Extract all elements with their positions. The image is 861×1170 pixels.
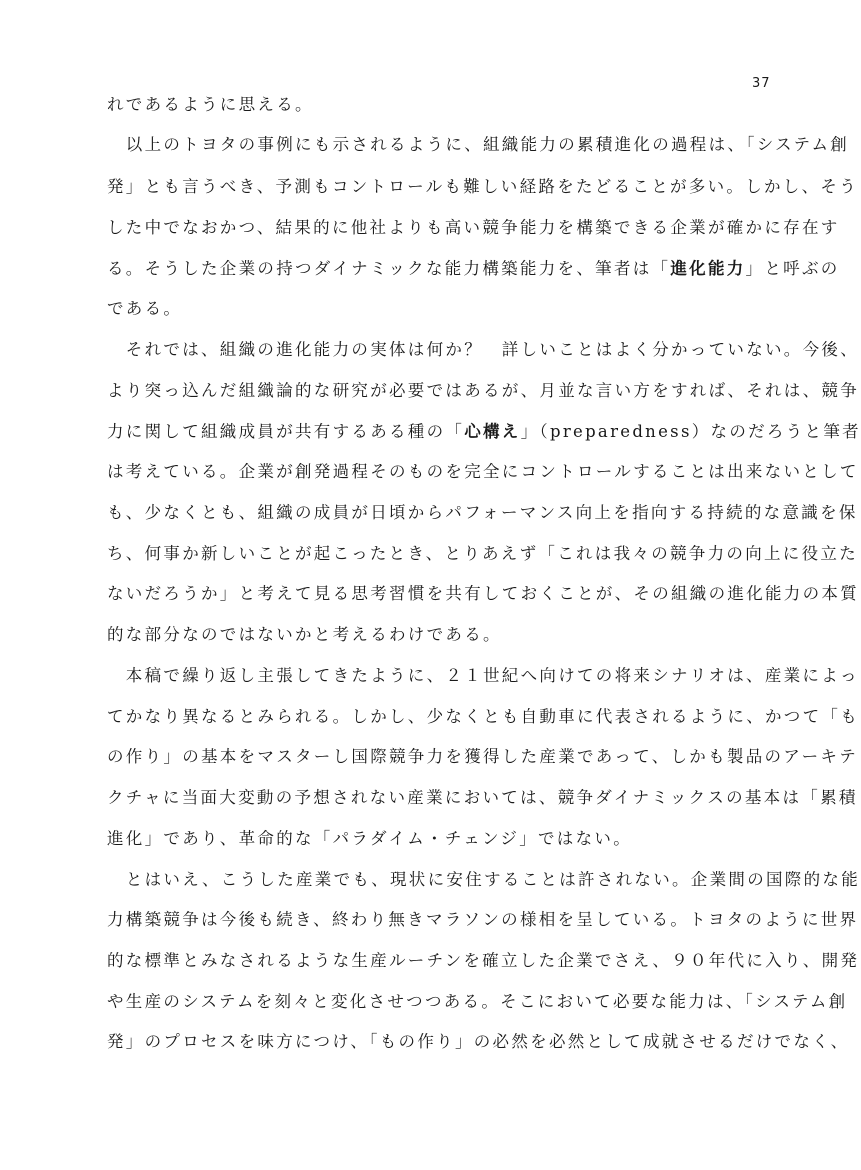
text-line: とはいえ、こうした産業でも、現状に安住することは許されない。企業間の国際的な能 [107, 870, 860, 889]
text-line: 的な標準とみなされるような生産ルーチンを確立した企業でさえ、９０年代に入り、開発 [107, 951, 860, 970]
text-segment: 力に関して組織成員が共有するある種の「 [107, 422, 465, 441]
page-number: 37 [752, 76, 771, 91]
text-line: である。 [107, 299, 183, 318]
text-line [107, 421, 861, 443]
text-line: 力構築競争は今後も続き、終わり無きマラソンの様相を呈している。トヨタのように世界 [107, 910, 859, 929]
text-line: や生産のシステムを刻々と変化させつつある。そこにおいて必要な能力は、「システム創 [107, 992, 848, 1011]
text-line: 的な部分なのではないかと考えるわけである。 [107, 625, 502, 644]
text-line: 発」とも言うべき、予測もコントロールも難しい経路をたどることが多い。しかし、そう [107, 177, 859, 196]
text-line: てかなり異なるとみられる。しかし、少なくとも自動車に代表されるように、かつて「も [107, 707, 859, 726]
text-line: の作り」の基本をマスターし国際競争力を獲得した産業であって、しかも製品のアーキテ [107, 747, 859, 766]
text-line: ち、何事か新しいことが起こったとき、とりあえず「これは我々の競争力の向上に役立た [107, 544, 859, 563]
text-line: より突っ込んだ組織論的な研究が必要ではあるが、月並な言い方をすれば、それは、競争 [107, 381, 859, 400]
text-line: 以上のトヨタの事例にも示されるように、組織能力の累積進化の過程は、「システム創 [107, 135, 850, 154]
text-line: 本稿で繰り返し主張してきたように、２１世紀へ向けての将来シナリオは、産業によっ [107, 666, 859, 685]
text-line: 発」のプロセスを味方につけ、「もの作り」の必然を必然として成就させるだけでなく、 [107, 1032, 850, 1051]
text-line [107, 258, 840, 280]
text-line: は考えている。企業が創発過程そのものを完全にコントロールすることは出来ないとして [107, 462, 859, 481]
term-preparedness: 心構え [464, 422, 521, 441]
text-segment: 」（preparedness）なのだろうと筆者 [520, 422, 861, 441]
text-line: した中でなおかつ、結果的に他社よりも高い競争能力を構築できる企業が確かに存在す [107, 218, 840, 237]
text-segment: 」と呼ぶの [745, 259, 840, 278]
text-line: も、少なくとも、組織の成員が日頃からパフォーマンス向上を指向する持続的な意識を保 [107, 503, 858, 522]
text-segment: る。そうした企業の持つダイナミックな能力構築能力を、筆者は「 [107, 259, 671, 278]
term-evolution-capability: 進化能力 [670, 259, 746, 278]
text-line: それでは、組織の進化能力の実体は何か？ 詳しいことはよく分かっていない。今後、 [107, 340, 859, 359]
text-line: クチャに当面大変動の予想されない産業においては、競争ダイナミックスの基本は「累積 [107, 788, 858, 807]
text-line: れであるように思える。 [107, 95, 314, 114]
text-line: ないだろうか」と考えて見る思考習慣を共有しておくことが、その組織の進化能力の本質 [107, 584, 859, 603]
text-line: 進化」であり、革命的な「パラダイム・チェンジ」ではない。 [107, 829, 632, 848]
